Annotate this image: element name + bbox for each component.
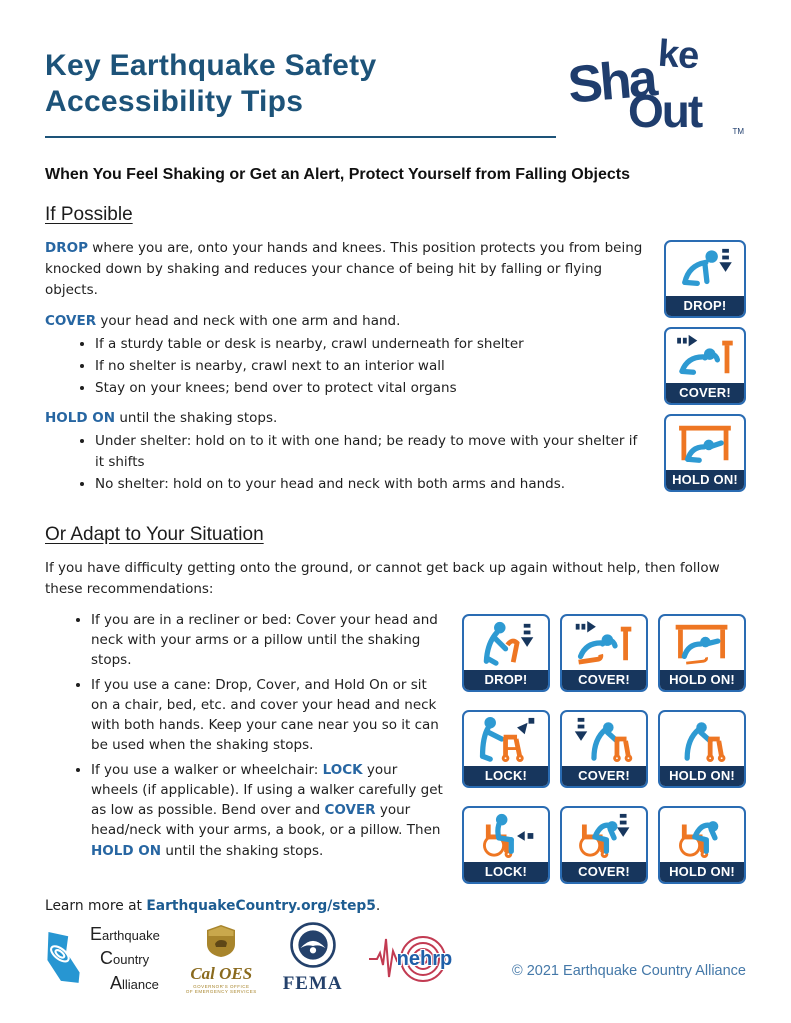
shakeout-logo-out: Out bbox=[628, 85, 702, 137]
drop-keyword: DROP bbox=[45, 240, 88, 256]
tile-label: COVER! bbox=[562, 766, 646, 786]
person-cane-under-table-icon bbox=[660, 616, 744, 670]
tile-cane-cover bbox=[560, 614, 648, 692]
adapt-section bbox=[45, 610, 746, 884]
caloes-logo bbox=[186, 924, 257, 994]
tile-drop bbox=[664, 240, 746, 318]
person-cover-table-icon bbox=[666, 329, 744, 383]
list-item: • Stay on your knees; bend over to protect vital organs bbox=[95, 378, 650, 398]
eca-logo-text bbox=[90, 922, 160, 995]
learn-more-line bbox=[45, 898, 746, 914]
person-walker-cover-icon bbox=[562, 712, 646, 766]
if-possible-section bbox=[45, 238, 746, 504]
wheelchair-cover-icon bbox=[562, 808, 646, 862]
adapt-tile-grid bbox=[462, 610, 746, 884]
shakeout-logo bbox=[565, 32, 746, 142]
tile-label: LOCK! bbox=[464, 862, 548, 882]
holdon-paragraph bbox=[45, 408, 650, 429]
person-under-table-icon bbox=[666, 416, 744, 470]
if-possible-text bbox=[45, 238, 650, 504]
tile-holdon bbox=[664, 414, 746, 492]
person-walker-lock-icon bbox=[464, 712, 548, 766]
tile-cover bbox=[664, 327, 746, 405]
caloes-shield-icon bbox=[206, 924, 236, 958]
tile-wheelchair-cover bbox=[560, 806, 648, 884]
tile-walker-lock bbox=[462, 710, 550, 788]
list-item: • If a sturdy table or desk is nearby, crawl underneath for shelter bbox=[95, 334, 650, 354]
header-left bbox=[45, 38, 556, 138]
person-cane-drop-icon bbox=[464, 616, 548, 670]
list-item: • If no shelter is nearby, crawl next to an interior wall bbox=[95, 356, 650, 376]
caloes-subtitle: OF EMERGENCY SERVICES bbox=[185, 988, 257, 994]
cover-keyword: COVER bbox=[45, 312, 97, 329]
header bbox=[45, 32, 746, 142]
eca-logo bbox=[45, 922, 160, 995]
tile-label: DROP! bbox=[464, 670, 548, 690]
wheelchair-holdon-icon bbox=[660, 808, 744, 862]
cover-paragraph bbox=[45, 311, 650, 332]
section-heading-adapt: Or Adapt to Your Situation bbox=[45, 524, 264, 546]
caloes-name: Cal OES bbox=[190, 963, 253, 983]
dhs-seal-icon bbox=[290, 922, 336, 968]
tile-label: HOLD ON! bbox=[666, 470, 744, 490]
list-item: • If you are in a recliner or bed: Cover your head and neck with your arms or a pillow until the shaking stops. bbox=[91, 610, 446, 671]
holdon-text: until the shaking stops. bbox=[115, 410, 278, 427]
intro-heading: When You Feel Shaking or Get an Alert, Protect Yourself from Falling Objects bbox=[45, 166, 630, 183]
tile-wheelchair-holdon bbox=[658, 806, 746, 884]
holdon-bullet-list bbox=[45, 431, 650, 494]
eca-line: Alliance bbox=[110, 972, 159, 993]
tile-label: COVER! bbox=[666, 383, 744, 403]
california-shape-icon bbox=[45, 931, 81, 985]
adapt-bullet-list bbox=[45, 610, 446, 861]
shakeout-logo-sha: Sha bbox=[565, 49, 657, 115]
learn-more-prefix: Learn more at bbox=[45, 897, 147, 914]
wheelchair-lock-icon bbox=[464, 808, 548, 862]
person-cane-cover-icon bbox=[562, 616, 646, 670]
shakeout-logo-ke: ke bbox=[656, 32, 700, 78]
tile-label: DROP! bbox=[666, 296, 744, 316]
fema-name: FEMA bbox=[282, 973, 343, 994]
nehrp-name: nehrp bbox=[396, 947, 453, 970]
adapt-intro: If you have difficulty getting onto the ground, or cannot get back up again without help, then follow these recommendations: bbox=[45, 560, 720, 598]
list-item: • If you use a cane: Drop, Cover, and Hold On or sit on a chair, bed, etc. and cover your head and neck with both hands. Keep your cane near you so it can be used when the shaking stops. bbox=[91, 675, 446, 756]
tile-wheelchair-lock bbox=[462, 806, 550, 884]
list-item: • No shelter: hold on to your head and neck with both arms and hands. bbox=[95, 474, 650, 494]
person-walker-holdon-icon bbox=[660, 712, 744, 766]
tile-label: HOLD ON! bbox=[660, 766, 744, 786]
tile-label: HOLD ON! bbox=[660, 670, 744, 690]
tile-cane-drop bbox=[462, 614, 550, 692]
tile-label: COVER! bbox=[562, 670, 646, 690]
adapt-text bbox=[45, 610, 446, 884]
tile-label: HOLD ON! bbox=[660, 862, 744, 882]
caloes-subtitle: GOVERNOR'S OFFICE bbox=[193, 983, 250, 989]
cover-text: your head and neck with one arm and hand. bbox=[96, 312, 401, 329]
list-item: • If you use a walker or wheelchair: LOCK your wheels (if applicable). If using a walker carefully get as low as possible. Bend over and COVER your head/neck with your arms, a book, or a pillow. Then HOLD ON until the shaking stops. bbox=[91, 760, 446, 861]
trademark-label: TM bbox=[732, 127, 744, 136]
page-title-line1: Key Earthquake Safety bbox=[45, 49, 377, 82]
tile-label: LOCK! bbox=[464, 766, 548, 786]
fema-logo bbox=[283, 922, 343, 995]
tile-walker-holdon bbox=[658, 710, 746, 788]
if-possible-tile-column bbox=[664, 238, 746, 504]
page-title bbox=[45, 48, 556, 120]
person-drop-icon bbox=[666, 242, 744, 296]
tile-walker-cover bbox=[560, 710, 648, 788]
cover-bullet-list bbox=[45, 334, 650, 399]
list-item: • Under shelter: hold on to it with one hand; be ready to move with your shelter if it shifts bbox=[95, 431, 650, 472]
title-divider bbox=[45, 136, 556, 138]
earthquakecountry-link[interactable]: EarthquakeCountry.org/step5 bbox=[146, 897, 376, 914]
eca-line: Earthquake bbox=[90, 924, 160, 945]
learn-more-suffix: . bbox=[375, 897, 381, 914]
eca-line: Country bbox=[100, 948, 150, 969]
drop-paragraph bbox=[45, 238, 650, 301]
nehrp-logo bbox=[369, 931, 455, 987]
page-title-line2: Accessibility Tips bbox=[45, 85, 304, 118]
tile-label: COVER! bbox=[562, 862, 646, 882]
footer bbox=[45, 922, 746, 995]
tile-cane-holdon bbox=[658, 614, 746, 692]
drop-text: where you are, onto your hands and knees. This position protects you from being knocked down by shaking and reduces your chance of being hit by falling or flying objects. bbox=[45, 240, 643, 298]
section-heading-if-possible: If Possible bbox=[45, 204, 133, 225]
copyright-text: © 2021 Earthquake Country Alliance bbox=[512, 963, 746, 979]
holdon-keyword: HOLD ON bbox=[45, 410, 116, 427]
